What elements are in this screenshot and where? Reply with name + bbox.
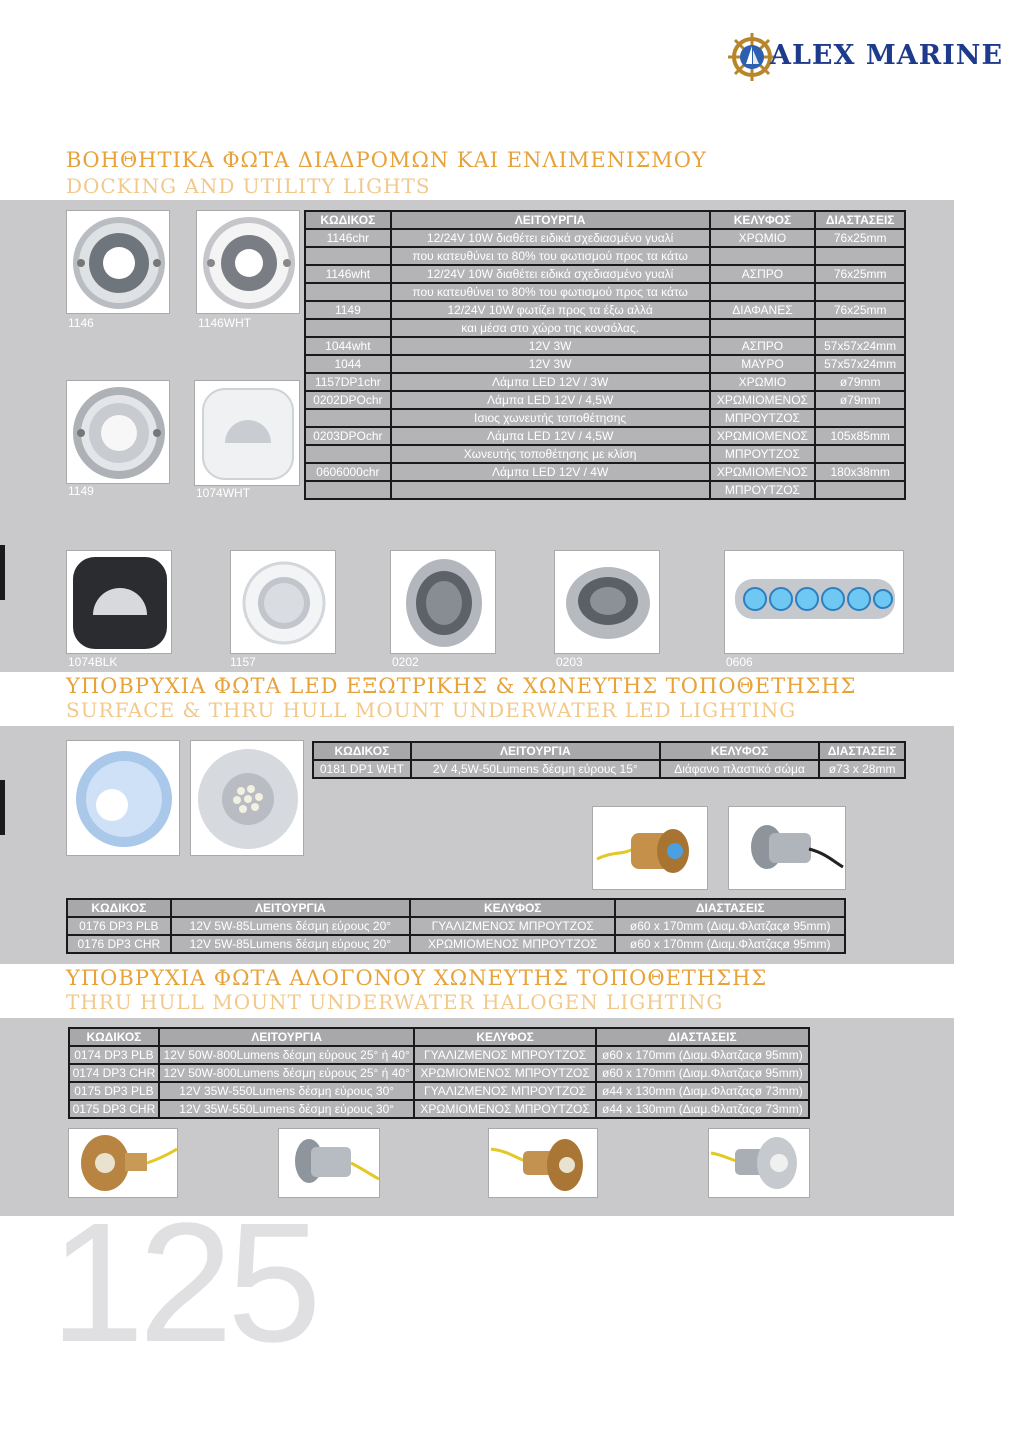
table-row [69,1082,809,1100]
spec-table-halogen [68,1027,810,1119]
cell-function: που κατευθύνει το 80% του φωτισμού προς τα κάτω [391,283,710,301]
cell-housing: ΧΡΩΜΙΟ [710,229,816,247]
cell-code [305,283,391,301]
cell-dimensions [815,445,905,463]
brand-name: ALEX MARINE [770,40,1004,71]
cell-dimensions: ø60 x 170mm (Διαμ.Φλατζαςø 95mm) [615,935,845,953]
edge-mark [0,545,5,600]
table-row [305,445,905,463]
header-housing: ΚΕΛΥΦΟΣ [410,899,615,917]
cell-code [305,481,391,499]
cell-housing: ΓΥΑΛΙΖΜΕΝΟΣ ΜΠΡΟΥΤΖΟΣ [414,1082,595,1100]
cell-housing: ΧΡΩΜΙΟΜΕΝΟΣ ΜΠΡΟΥΤΖΟΣ [414,1100,595,1118]
caption-0203: 0203 [556,655,583,669]
cell-dimensions: ø44 x 130mm (Διαμ.Φλατζαςø 73mm) [596,1100,809,1118]
cell-code: 1044 [305,355,391,373]
spec-table-surface-led [312,741,906,779]
header-code: ΚΩΔΙΚΟΣ [67,899,171,917]
cell-function: και μέσα στο χώρο της κονσόλας. [391,319,710,337]
cell-function: Λάμπα LED 12V / 4W [391,463,710,481]
product-image-0175-plb [488,1128,598,1198]
cell-dimensions: ø73 x 28mm [819,760,905,778]
header-dimensions: ΔΙΑΣΤΑΣΕΙΣ [596,1028,809,1046]
table-row [69,1046,809,1064]
product-image-1157 [230,550,336,654]
product-image-1074wht [194,380,300,486]
caption-0606: 0606 [726,655,753,669]
table-row [305,319,905,337]
cell-housing: ΜΠΡΟΥΤΖΟΣ [710,481,816,499]
cell-code: 1149 [305,301,391,319]
cell-function: 12V 50W-800Lumens δέσμη εύρους 25° ή 40° [159,1064,415,1082]
cell-dimensions [815,409,905,427]
section-3-title-gr: ΥΠΟΒΡΥΧΙΑ ΦΩΤΑ ΑΛΟΓΟΝΟΥ ΧΩΝΕΥΤΗΣ ΤΟΠΟΘΕΤΗΣΗΣ [66,966,768,990]
table-row [305,301,905,319]
cell-code [305,409,391,427]
edge-mark [0,780,5,835]
ship-wheel-icon [728,30,776,84]
header-dimensions: ΔΙΑΣΤΑΣΕΙΣ [819,742,905,760]
header-code: ΚΩΔΙΚΟΣ [305,211,391,229]
cell-housing: ΑΣΠΡΟ [710,337,816,355]
table-row [69,1064,809,1082]
cell-dimensions [815,319,905,337]
cell-dimensions: 57x57x24mm [815,337,905,355]
cell-housing: ΧΡΩΜΙΟΜΕΝΟΣ [710,427,816,445]
cell-code: 0176 DP3 PLB [67,917,171,935]
cell-housing: ΧΡΩΜΙΟΜΕΝΟΣ [710,463,816,481]
cell-dimensions: ø60 x 170mm (Διαμ.Φλατζαςø 95mm) [615,917,845,935]
cell-dimensions [815,247,905,265]
product-image-1074blk [66,550,172,654]
table-header-row [313,742,905,760]
cell-code: 0606000chr [305,463,391,481]
section-1-title-en: DOCKING AND UTILITY LIGHTS [66,174,431,198]
cell-housing: ΔΙΑΦΑΝΕΣ [710,301,816,319]
cell-code: 0202DPOchr [305,391,391,409]
cell-function: 12V 3W [391,337,710,355]
cell-function: Χωνευτής τοποθέτησης με κλίση [391,445,710,463]
cell-dimensions: 105x85mm [815,427,905,445]
cell-housing: ΓΥΑΛΙΖΜΕΝΟΣ ΜΠΡΟΥΤΖΟΣ [414,1046,595,1064]
cell-code [305,445,391,463]
cell-housing [710,319,816,337]
caption-1157: 1157 [230,655,256,669]
cell-code: 1146wht [305,265,391,283]
cell-dimensions: 76x25mm [815,265,905,283]
cell-code: 1044wht [305,337,391,355]
header-housing: ΚΕΛΥΦΟΣ [710,211,816,229]
cell-dimensions: ø79mm [815,391,905,409]
section-1-title-gr: ΒΟΗΘΗΤΙΚΑ ΦΩΤΑ ΔΙΑΔΡΟΜΩΝ ΚΑΙ ΕΝΛΙΜΕΝΙΣΜΟΥ [66,148,707,172]
cell-dimensions: 57x57x24mm [815,355,905,373]
cell-housing: ΧΡΩΜΙΟΜΕΝΟΣ ΜΠΡΟΥΤΖΟΣ [410,935,615,953]
cell-code: 0174 DP3 CHR [69,1064,159,1082]
header-function: ΛΕΙΤΟΥΡΓΙΑ [391,211,710,229]
product-image-0175-chr [708,1128,810,1198]
cell-function: 12V 50W-800Lumens δέσμη εύρους 25° ή 40° [159,1046,415,1064]
product-image-1149 [66,380,170,484]
product-image-1146wht [196,210,300,314]
caption-1074wht: 1074WHT [196,486,251,500]
cell-housing: ΜΠΡΟΥΤΖΟΣ [710,445,816,463]
table-row [305,355,905,373]
cell-function: Λάμπα LED 12V / 3W [391,373,710,391]
product-image-1146 [66,210,170,314]
cell-housing [710,247,816,265]
cell-function [391,481,710,499]
table-row [313,760,905,778]
cell-code: 1146chr [305,229,391,247]
cell-function: 12V 35W-550Lumens δέσμη εύρους 30° [159,1082,415,1100]
header-function: ΛΕΙΤΟΥΡΓΙΑ [171,899,410,917]
cell-function: 12/24V 10W διαθέτει ειδικά σχεδιασμένο γυαλί [391,265,710,283]
cell-function: 12/24V 10W φωτίζει προς τα έξω αλλά [391,301,710,319]
cell-function: 12V 35W-550Lumens δέσμη εύρους 30° [159,1100,415,1118]
product-image-0181-back [190,740,304,856]
cell-housing: ΑΣΠΡΟ [710,265,816,283]
table-header-row [67,899,845,917]
product-image-0176-plb [592,806,708,890]
product-image-0176-chr [728,806,846,890]
cell-housing: Διάφανο πλαστικό σώμα [660,760,819,778]
caption-1146wht: 1146WHT [198,316,252,330]
cell-dimensions: ø79mm [815,373,905,391]
product-image-0203 [554,550,660,654]
product-image-0202 [390,550,496,654]
section-2-title-en: SURFACE & THRU HULL MOUNT UNDERWATER LED LIGHTING [66,698,797,722]
table-row [305,229,905,247]
cell-dimensions: ø60 x 170mm (Διαμ.Φλατζαςø 95mm) [596,1064,809,1082]
table-row [305,463,905,481]
cell-housing [710,283,816,301]
cell-function: 12V 3W [391,355,710,373]
cell-code [305,247,391,265]
cell-code: 0203DPOchr [305,427,391,445]
cell-function: Ισιος χωνευτής τοποθέτησης [391,409,710,427]
table-header-row [69,1028,809,1046]
cell-housing: ΧΡΩΜΙΟΜΕΝΟΣ ΜΠΡΟΥΤΖΟΣ [414,1064,595,1082]
table-row [305,427,905,445]
cell-function: 12V 5W-85Lumens δέσμη εύρους 20° [171,917,410,935]
spec-table-thru-hull-led [66,898,846,954]
cell-dimensions [815,481,905,499]
header-housing: ΚΕΛΥΦΟΣ [414,1028,595,1046]
table-row [305,481,905,499]
cell-dimensions: 76x25mm [815,301,905,319]
product-image-0606 [724,550,904,654]
cell-housing: ΜΠΡΟΥΤΖΟΣ [710,409,816,427]
cell-code: 0176 DP3 CHR [67,935,171,953]
table-row [67,917,845,935]
table-row [69,1100,809,1118]
cell-housing: ΧΡΩΜΙΟ [710,373,816,391]
product-image-0181 [66,740,180,856]
cell-function: 12V 5W-85Lumens δέσμη εύρους 20° [171,935,410,953]
table-row [305,283,905,301]
section-3-title-en: THRU HULL MOUNT UNDERWATER HALOGEN LIGHTING [66,990,724,1014]
section-2-title-gr: ΥΠΟΒΡΥΧΙΑ ΦΩΤΑ LED ΕΞΩΤΡΙΚΗΣ & ΧΩΝΕΥΤΗΣ ΤΟΠΟΘΕΤΗΣΗΣ [66,674,857,698]
table-row [305,265,905,283]
cell-function: που κατευθύνει το 80% του φωτισμού προς τα κάτω [391,247,710,265]
cell-function: Λάμπα LED 12V / 4,5W [391,391,710,409]
cell-function: Λάμπα LED 12V / 4,5W [391,427,710,445]
cell-code [305,319,391,337]
caption-1149: 1149 [68,484,94,498]
cell-dimensions: 180x38mm [815,463,905,481]
cell-code: 1157DP1chr [305,373,391,391]
table-header-row [305,211,905,229]
header-dimensions: ΔΙΑΣΤΑΣΕΙΣ [815,211,905,229]
cell-dimensions: 76x25mm [815,229,905,247]
caption-1074blk: 1074BLK [68,655,118,669]
table-row [305,247,905,265]
header-function: ΛΕΙΤΟΥΡΓΙΑ [159,1028,415,1046]
header-housing: ΚΕΛΥΦΟΣ [660,742,819,760]
cell-function: 12/24V 10W διαθέτει ειδικά σχεδιασμένο γυαλί [391,229,710,247]
header-code: ΚΩΔΙΚΟΣ [69,1028,159,1046]
header-code: ΚΩΔΙΚΟΣ [313,742,411,760]
table-row [305,337,905,355]
cell-dimensions [815,283,905,301]
cell-dimensions: ø60 x 170mm (Διαμ.Φλατζαςø 95mm) [596,1046,809,1064]
cell-code: 0174 DP3 PLB [69,1046,159,1064]
table-row [305,391,905,409]
cell-code: 0175 DP3 PLB [69,1082,159,1100]
caption-1146: 1146 [68,316,94,330]
header-function: ΛΕΙΤΟΥΡΓΙΑ [411,742,660,760]
cell-housing: ΓΥΑΛΙΖΜΕΝΟΣ ΜΠΡΟΥΤΖΟΣ [410,917,615,935]
cell-housing: ΜΑΥΡΟ [710,355,816,373]
cell-function: 2V 4,5W-50Lumens δέσμη εύρους 15° [411,760,660,778]
table-row [305,409,905,427]
cell-dimensions: ø44 x 130mm (Διαμ.Φλατζαςø 73mm) [596,1082,809,1100]
table-row [67,935,845,953]
cell-code: 0181 DP1 WHT [313,760,411,778]
cell-code: 0175 DP3 CHR [69,1100,159,1118]
header-dimensions: ΔΙΑΣΤΑΣΕΙΣ [615,899,845,917]
spec-table-docking [304,210,906,500]
page-number: 125 [50,1188,316,1378]
caption-0202: 0202 [392,655,419,669]
table-row [305,373,905,391]
cell-housing: ΧΡΩΜΙΟΜΕΝΟΣ [710,391,816,409]
